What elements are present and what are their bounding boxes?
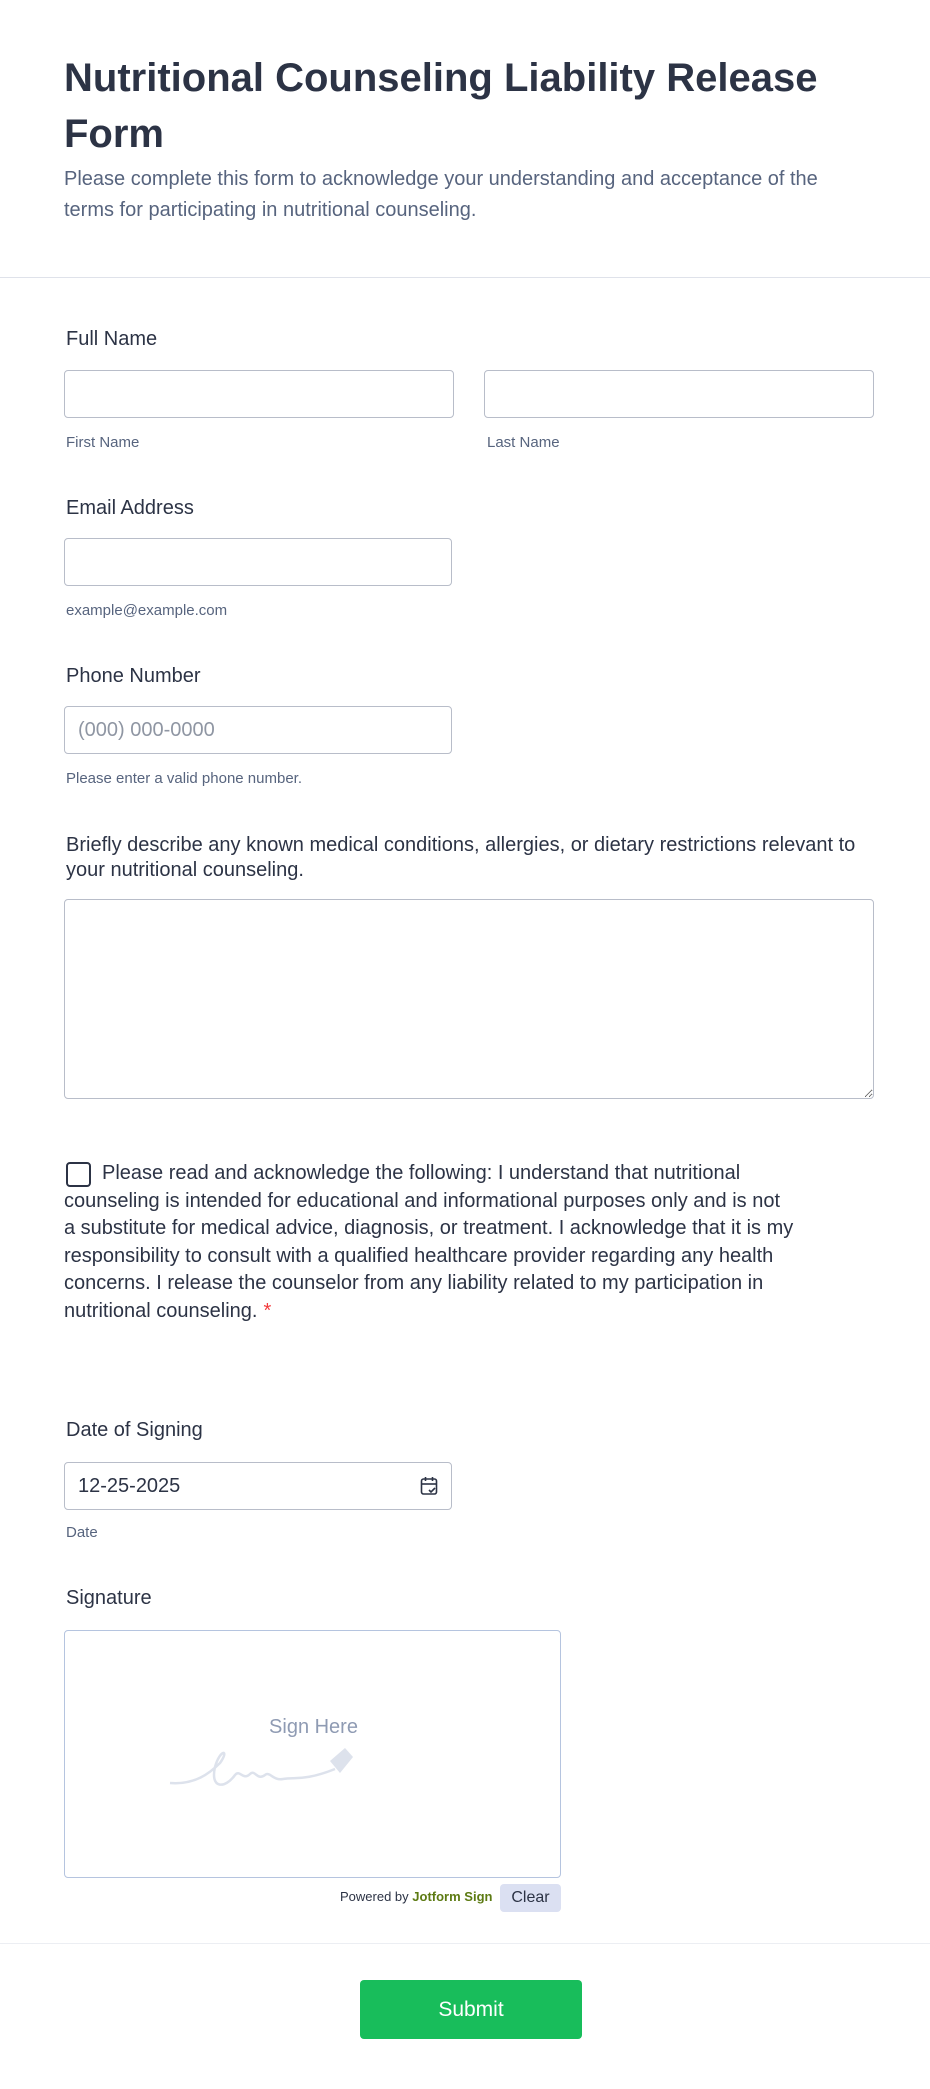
calendar-icon[interactable] xyxy=(420,1476,438,1496)
powered-by-text: Powered by xyxy=(340,1889,409,1904)
phone-input[interactable] xyxy=(64,706,452,754)
last-name-sublabel: Last Name xyxy=(487,434,560,451)
signature-label: Signature xyxy=(66,1587,152,1609)
powered-by xyxy=(340,1889,492,1904)
full-name-label: Full Name xyxy=(66,328,158,350)
signature-scribble-icon xyxy=(165,1745,355,1793)
email-label: Email Address xyxy=(66,497,194,519)
email-input[interactable] xyxy=(64,538,452,586)
sign-here-text: Sign Here xyxy=(269,1716,358,1738)
first-name-input[interactable] xyxy=(64,370,454,418)
clear-signature-button[interactable]: Clear xyxy=(500,1884,561,1912)
date-input[interactable] xyxy=(64,1462,452,1510)
date-sublabel: Date xyxy=(66,1524,98,1541)
footer-divider xyxy=(0,1943,930,1944)
last-name-input[interactable] xyxy=(484,370,874,418)
acknowledge-label: Please read and acknowledge the following: I understand that nutritional counseling is intended for educational and informational purposes only and is not a substitute for medical advice, diagnosis, or treatment. I acknowledge that it is my responsibility to consult with a qualified healthcare provider regarding any health concerns. I release the counselor from any liability related to my participation in nutritional counseling. xyxy=(64,1162,794,1322)
date-value: 12-25-2025 xyxy=(78,1474,181,1497)
acknowledge-text xyxy=(64,1160,794,1325)
phone-sublabel: Please enter a valid phone number. xyxy=(66,770,302,787)
date-label: Date of Signing xyxy=(66,1419,203,1441)
medical-label: Briefly describe any known medical conditions, allergies, or dietary restrictions relevant to your nutritional counseling. xyxy=(66,834,856,881)
signature-pad[interactable] xyxy=(64,1630,561,1878)
medical-textarea[interactable] xyxy=(64,899,874,1099)
form-subtitle: Please complete this form to acknowledge your understanding and acceptance of the terms for participating in nutritional counseling. xyxy=(64,168,818,221)
email-sublabel: example@example.com xyxy=(66,602,228,619)
submit-button[interactable]: Submit xyxy=(360,1980,582,2039)
required-mark: * xyxy=(263,1299,272,1322)
header-divider xyxy=(0,277,930,278)
phone-label: Phone Number xyxy=(66,665,201,687)
first-name-sublabel: First Name xyxy=(66,434,140,451)
jotform-sign-link[interactable]: Jotform Sign xyxy=(412,1889,493,1904)
form-title: Nutritional Counseling Liability Release Form xyxy=(64,56,818,156)
